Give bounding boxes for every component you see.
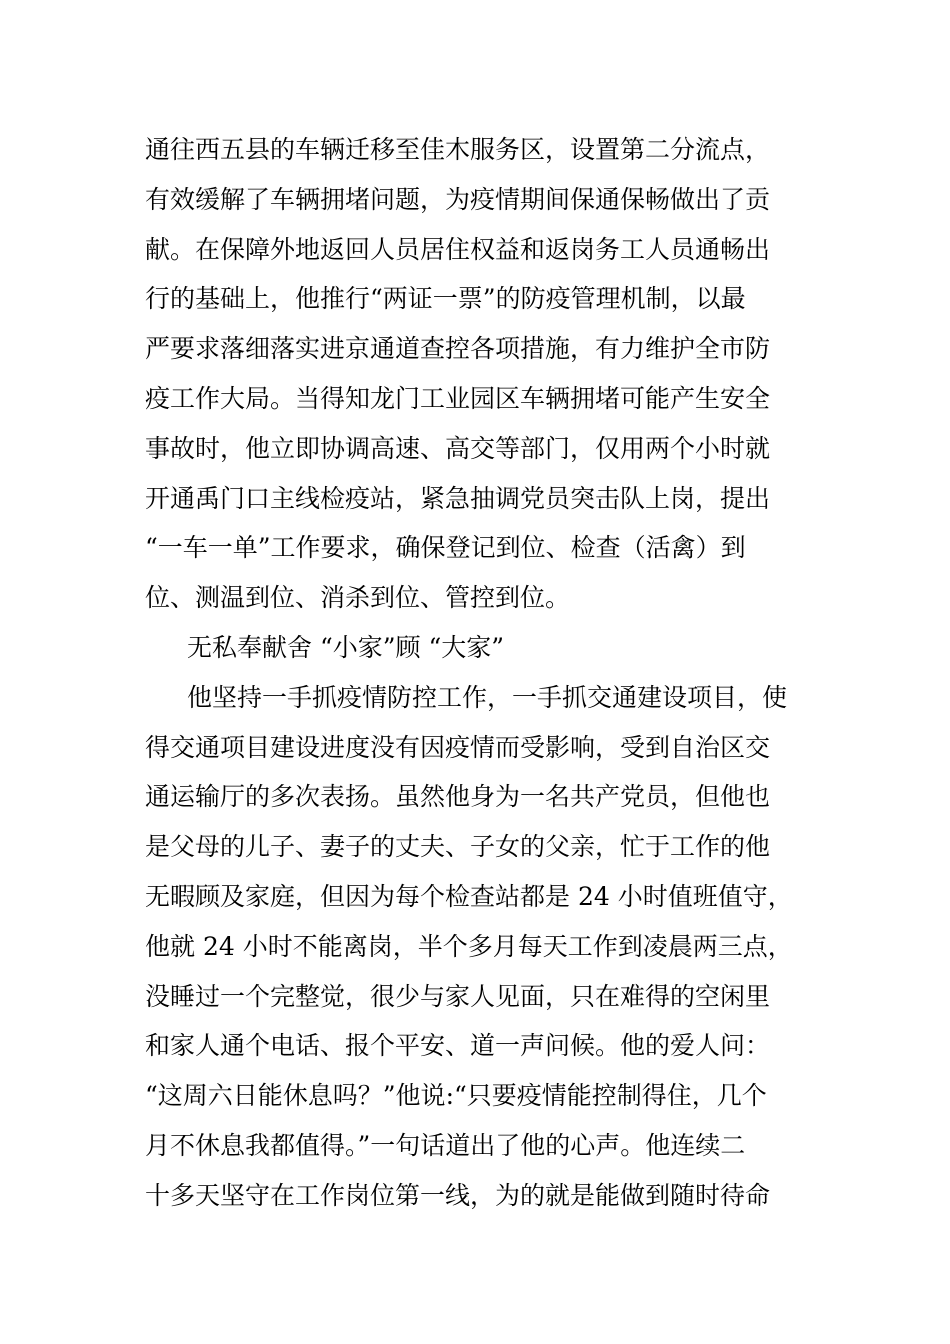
text-line: 有效缓解了车辆拥堵问题，为疫情期间保通保畅做出了贡 — [145, 184, 771, 214]
text-line: 严要求落细落实进京通道查控各项措施，有力维护全市防 — [145, 334, 771, 364]
text-line: 献。在保障外地返回人员居住权益和返岗务工人员通畅出 — [145, 234, 771, 264]
text-line: 位、测温到位、消杀到位、管控到位。 — [145, 583, 571, 613]
text-line: 无暇顾及家庭，但因为每个检查站都是 24 小时值班值守， — [145, 881, 793, 911]
text-line: 十多天坚守在工作岗位第一线，为的就是能做到随时待命 — [145, 1180, 771, 1210]
text-line: 通运输厅的多次表扬。虽然他身为一名共产党员，但他也 — [145, 782, 771, 812]
text-line: 他就 24 小时不能离岗，半个多月每天工作到凌晨两三点， — [145, 931, 793, 961]
text-line: “一车一单”工作要求，确保登记到位、检查（活禽）到 — [145, 533, 746, 563]
text-line: 通往西五县的车辆迁移至佳木服务区，设置第二分流点， — [145, 135, 771, 164]
text-line: “这周六日能休息吗？”他说:“只要疫情能控制得住，几个 — [145, 1081, 767, 1111]
text-line: 月不休息我都值得。”一句话道出了他的心声。他连续二 — [145, 1130, 746, 1160]
text-line: 是父母的儿子、妻子的丈夫、子女的父亲，忙于工作的他 — [145, 832, 771, 862]
text-line: 和家人通个电话、报个平安、道一声问候。他的爱人问： — [145, 1031, 771, 1061]
text-line: 得交通项目建设进度没有因疫情而受影响，受到自治区交 — [145, 732, 771, 762]
text-line: 事故时，他立即协调高速、高交等部门，仅用两个小时就 — [145, 433, 771, 463]
text-line: 开通禹门口主线检疫站，紧急抽调党员突击队上岗，提出 — [145, 483, 771, 513]
paragraph-first-line: 他坚持一手抓疫情防控工作，一手抓交通建设项目，使 — [187, 682, 788, 712]
text-line: 行的基础上，他推行“两证一票”的防疫管理机制，以最 — [145, 284, 746, 314]
text-line: 疫工作大局。当得知龙门工业园区车辆拥堵可能产生安全 — [145, 383, 771, 413]
document-body — [145, 125, 810, 1221]
text-line: 没睡过一个完整觉，很少与家人见面，只在难得的空闲里 — [145, 981, 771, 1011]
section-heading: 无私奉献舍 “小家”顾 “大家” — [187, 632, 505, 662]
